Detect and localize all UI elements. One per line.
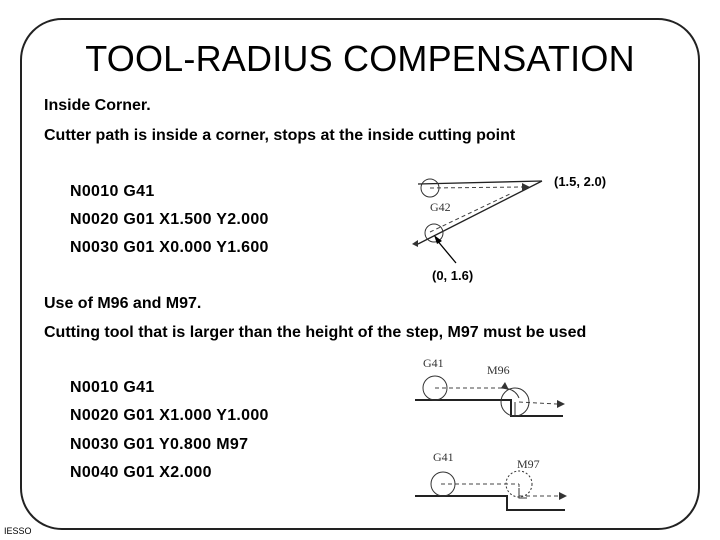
code-line: N0020 G01 X1.500 Y2.000	[70, 211, 269, 228]
code-line: N0010 G41	[70, 183, 155, 200]
m97-label: M97	[517, 457, 540, 471]
code-line: N0030 G01 X0.000 Y1.600	[70, 239, 269, 256]
m96-m97-heading: Use of M96 and M97.	[44, 295, 202, 312]
inside-corner-description: Cutter path is inside a corner, stops at the inside cutting point	[44, 127, 516, 144]
code-line: N0030 G01 Y0.800 M97	[70, 436, 249, 453]
footer-logo-text: IESSO	[4, 526, 32, 536]
m96-diagram	[415, 354, 575, 429]
g41-label: G41	[433, 450, 454, 464]
code-line: N0020 G01 X1.000 Y1.000	[70, 407, 269, 424]
code-line: N0040 G01 X2.000	[70, 464, 212, 481]
m96-m97-description: Cutting tool that is larger than the height of the step, M97 must be used	[44, 324, 587, 341]
m97-diagram	[415, 448, 575, 513]
g41-label: G41	[423, 356, 444, 370]
inside-corner-diagram	[400, 165, 560, 270]
end-point-label: (1.5, 2.0)	[554, 174, 607, 189]
inside-corner-heading: Inside Corner.	[44, 97, 151, 114]
g42-label: G42	[430, 200, 451, 214]
start-point-label: (0, 1.6)	[432, 268, 474, 283]
code-line: N0010 G41	[70, 379, 155, 396]
slide-title: TOOL-RADIUS COMPENSATION	[85, 38, 635, 79]
m96-label: M96	[487, 363, 510, 377]
